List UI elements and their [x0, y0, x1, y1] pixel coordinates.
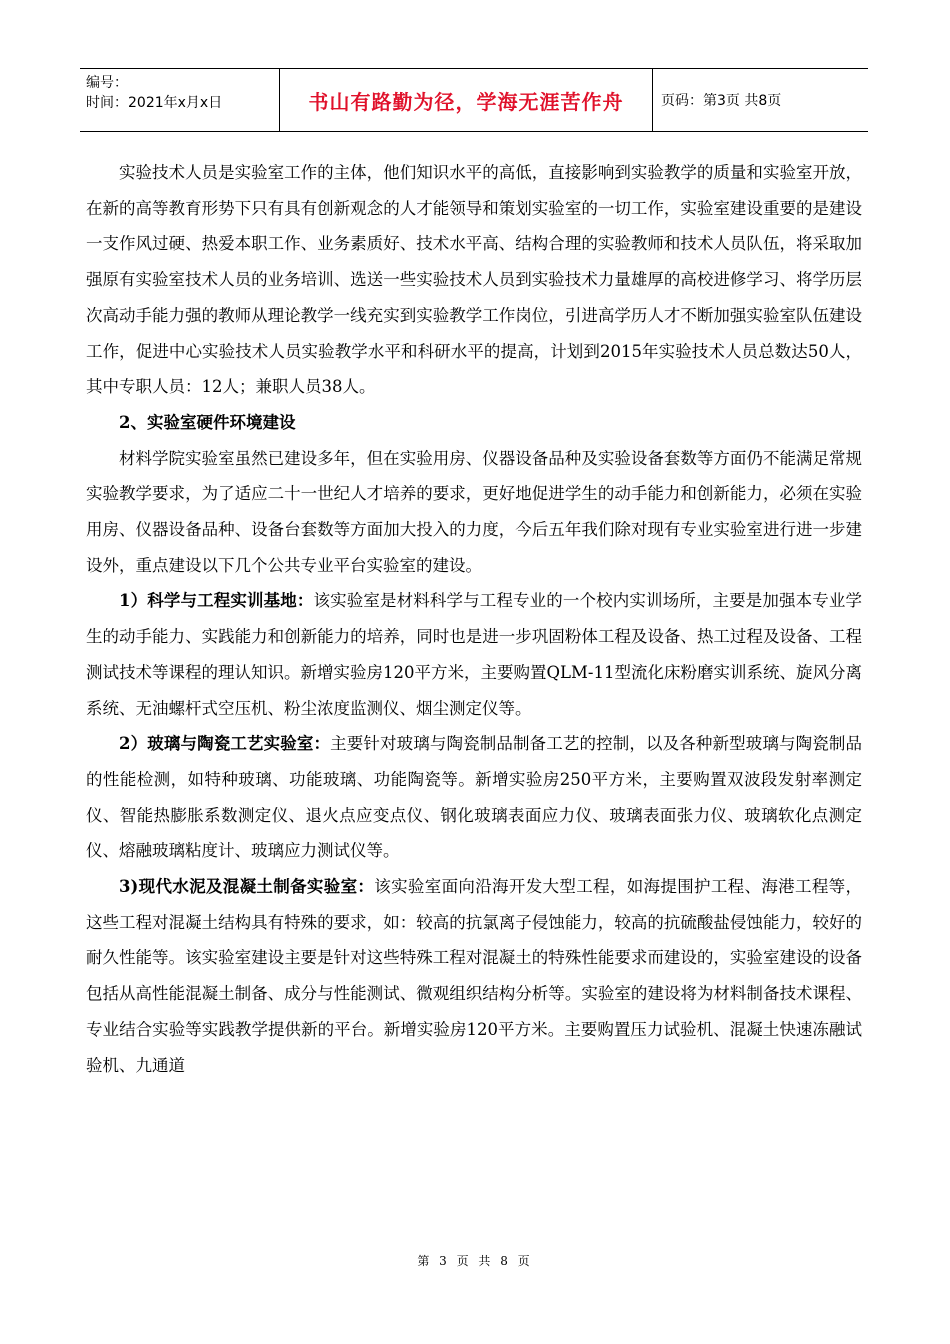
header-info-cell — [80, 69, 280, 131]
item-title-training-base: 1）科学与工程实训基地： — [119, 591, 314, 611]
header-motto: 书山有路勤为径，学海无涯苦作舟 — [280, 69, 653, 131]
date-label: 时间：2021年x月x日 — [86, 95, 223, 111]
list-item-cement-concrete-lab — [86, 869, 862, 1083]
item-title-cement-concrete-lab: 3)现代水泥及混凝土制备实验室： — [119, 877, 375, 897]
item-text-training-base: 该实验室是材料科学与工程专业的一个校内实训场所，主要是加强本专业学生的动手能力、实践能力和创新能力的培养，同时也是进一步巩固粉体工程及设备、热工过程及设备、工程测试技术等课程的理认知识。新增实验房120平方米，主要购置QLM-11型流化床粉磨实训系统、旋风分离系统、无油螺杆式空压机、粉尘浓度监测仪、烟尘测定仪等。 — [86, 591, 863, 718]
serial-number-label: 编号： — [86, 75, 128, 91]
document-body — [86, 155, 862, 1083]
item-title-glass-ceramic-lab: 2）玻璃与陶瓷工艺实验室： — [119, 734, 331, 754]
list-item-training-base — [86, 583, 862, 726]
page-footer: 第 3 页 共 8 页 — [417, 1254, 533, 1268]
section-heading-hardware: 2、实验室硬件环境建设 — [119, 412, 296, 432]
paragraph-staff: 实验技术人员是实验室工作的主体，他们知识水平的高低，直接影响到实验教学的质量和实验室开放，在新的高等教育形势下只有具有创新观念的人才能领导和策划实验室的一切工作，实验室建设重要的是建设一支作风过硬、热爱本职工作、业务素质好、技术水平高、结构合理的实验教师和技术人员队伍，将采取加强原有实验室技术人员的业务培训、选送一些实验技术人员到实验技术力量雄厚的高校进修学习、将学历层次高动手能力强的教师从理论教学一线充实到实验教学工作岗位，引进高学历人才不断加强实验室队伍建设工作，促进中心实验技术人员实验教学水平和科研水平的提高，计划到2015年实验技术人员总数达50人，其中专职人员：12人；兼职人员38人。 — [86, 163, 862, 397]
item-text-cement-concrete-lab: 该实验室面向沿海开发大型工程，如海提围护工程、海港工程等，这些工程对混凝土结构具有特殊的要求，如：较高的抗氯离子侵蚀能力，较高的抗硫酸盐侵蚀能力，较好的耐久性能等。该实验室建设主要是针对这些特殊工程对混凝土的特殊性能要求而建设的，实验室建设的设备包括从高性能混凝土制备、成分与性能测试、微观组织结构分析等。实验室的建设将为材料制备技术课程、专业结合实验等实践教学提供新的平台。新增实验房120平方米。主要购置压力试验机、混凝土快速冻融试验机、九通道 — [86, 877, 862, 1075]
item-text-glass-ceramic-lab: 主要针对玻璃与陶瓷制品制备工艺的控制，以及各种新型玻璃与陶瓷制品的性能检测，如特种玻璃、功能玻璃、功能陶瓷等。新增实验房250平方米，主要购置双波段发射率测定仪、智能热膨胀系数测定仪、退火点应变点仪、钢化玻璃表面应力仪、玻璃表面张力仪、玻璃软化点测定仪、熔融玻璃粘度计、玻璃应力测试仪等。 — [86, 734, 863, 861]
list-item-glass-ceramic-lab — [86, 726, 862, 869]
header-page-number: 页码：第3页 共8页 — [661, 93, 782, 109]
paragraph-hardware: 材料学院实验室虽然已建设多年，但在实验用房、仪器设备品种及实验设备套数等方面仍不能满足常规实验教学要求，为了适应二十一世纪人才培养的要求，更好地促进学生的动手能力和创新能力，必须在实验用房、仪器设备品种、设备台套数等方面加大投入的力度，今后五年我们除对现有专业实验室进行进一步建设外，重点建设以下几个公共专业平台实验室的建设。 — [86, 448, 862, 575]
page-header — [80, 68, 868, 132]
